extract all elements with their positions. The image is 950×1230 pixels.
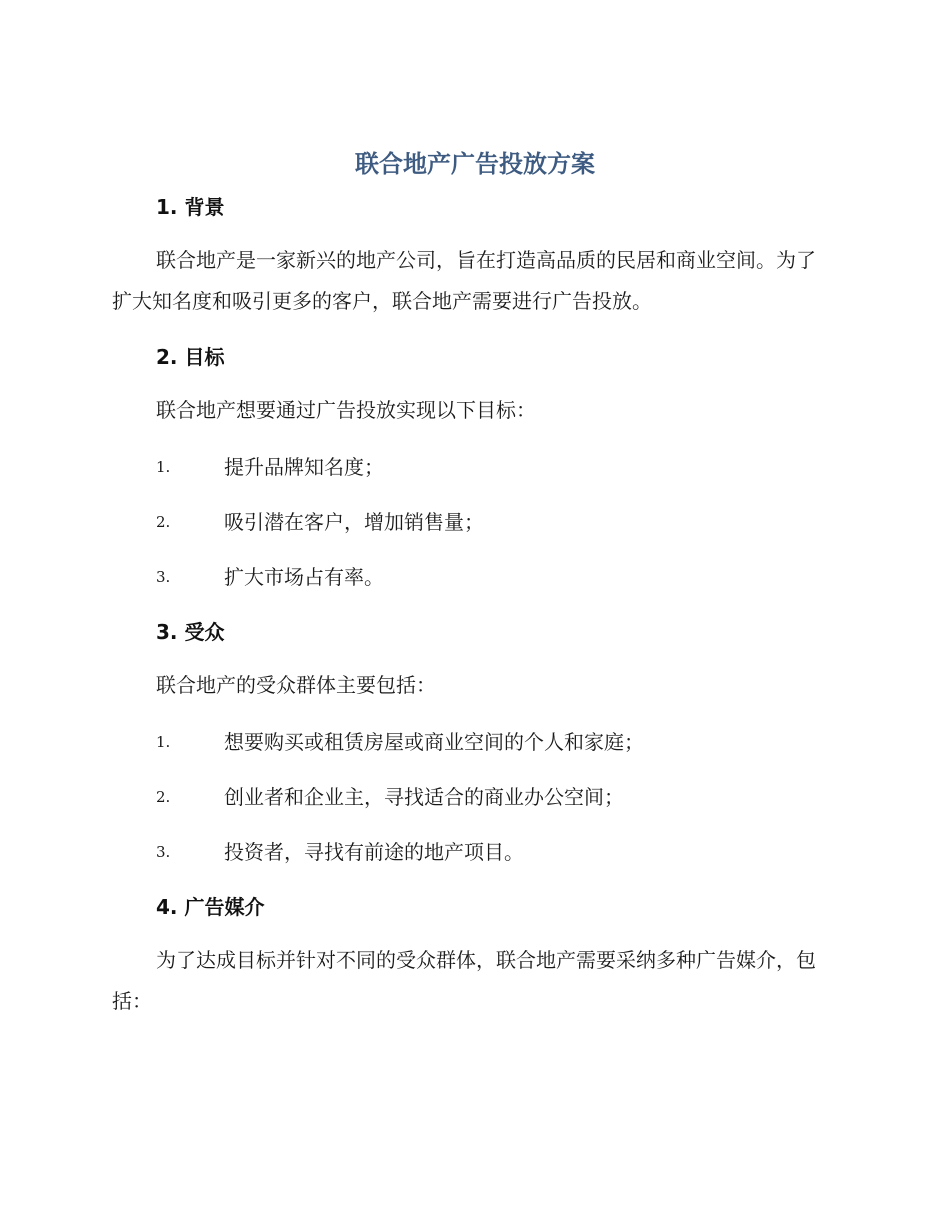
section-heading-goals: 2. 目标 bbox=[156, 345, 225, 369]
section-paragraph-goals: 联合地产想要通过广告投放实现以下目标： bbox=[156, 398, 536, 422]
section-heading-media: 4. 广告媒介 bbox=[156, 895, 265, 919]
list-item-text: 创业者和企业主，寻找适合的商业办公空间； bbox=[224, 785, 624, 809]
list-item-text: 提升品牌知名度； bbox=[224, 455, 384, 479]
list-item-number: 2. bbox=[156, 513, 171, 531]
list-item-number: 3. bbox=[156, 843, 171, 861]
list-item-number: 1. bbox=[156, 458, 171, 476]
list-item-text: 扩大市场占有率。 bbox=[224, 565, 384, 589]
list-item-number: 1. bbox=[156, 733, 171, 751]
document-title: 联合地产广告投放方案 bbox=[355, 150, 595, 178]
list-item-text: 想要购买或租赁房屋或商业空间的个人和家庭； bbox=[224, 730, 644, 754]
section-heading-background: 1. 背景 bbox=[156, 195, 225, 219]
section-paragraph-audience: 联合地产的受众群体主要包括： bbox=[156, 673, 436, 697]
list-item-number: 3. bbox=[156, 568, 171, 586]
section-paragraph-media: 为了达成目标并针对不同的受众群体，联合地产需要采纳多种广告媒介，包括： bbox=[112, 948, 816, 1013]
section-paragraph-background: 联合地产是一家新兴的地产公司，旨在打造高品质的民居和商业空间。为了扩大知名度和吸引更多的客户，联合地产需要进行广告投放。 bbox=[112, 248, 816, 313]
section-heading-audience: 3. 受众 bbox=[156, 620, 225, 644]
list-item-number: 2. bbox=[156, 788, 171, 806]
list-item-text: 吸引潜在客户，增加销售量； bbox=[224, 510, 484, 534]
list-item-text: 投资者，寻找有前途的地产项目。 bbox=[224, 840, 524, 864]
